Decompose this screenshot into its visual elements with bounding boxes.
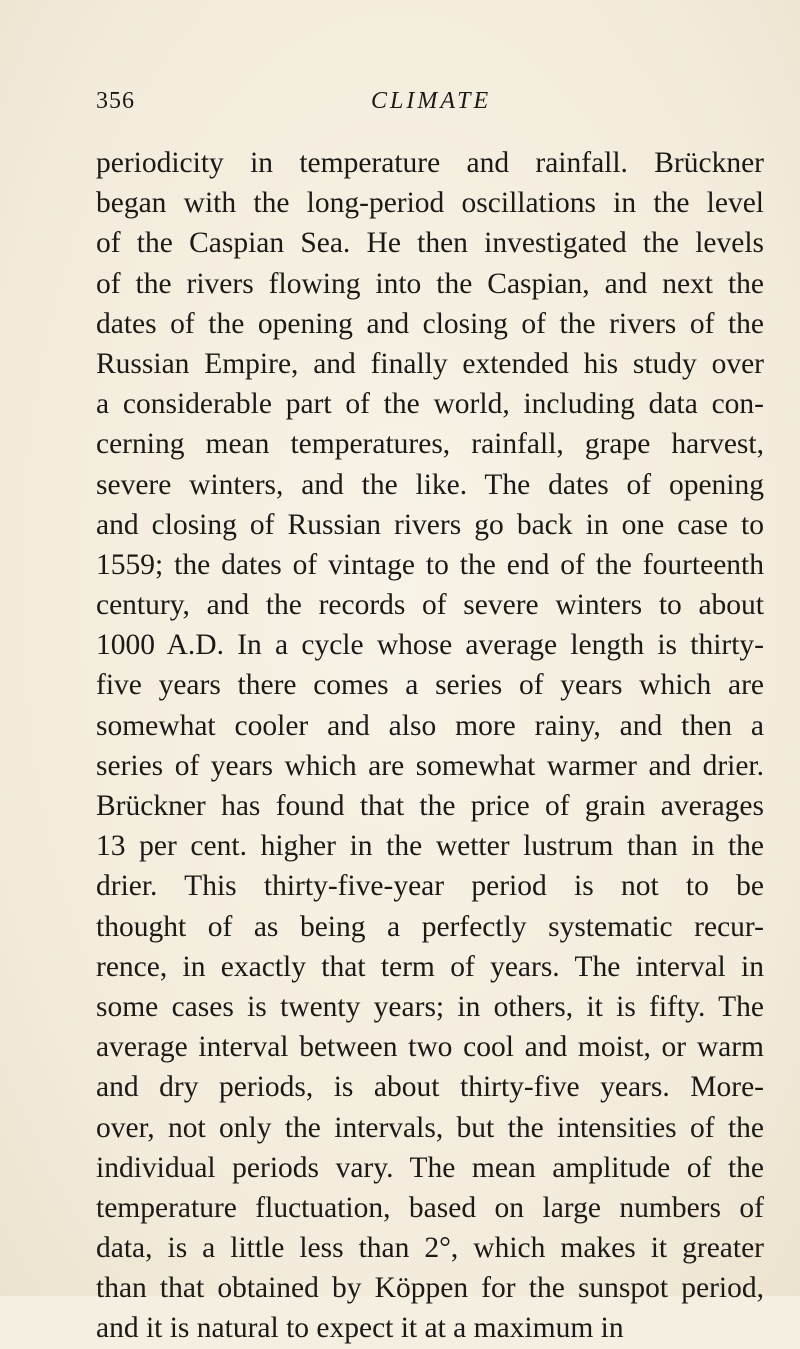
text-line: over, not only the intervals, but the intensities of the	[96, 1111, 764, 1144]
text-line: some cases is twenty years; in others, it is fifty. The	[96, 990, 764, 1023]
text-line: and closing of Russian rivers go back in one case to	[96, 508, 764, 541]
text-line: dates of the opening and closing of the rivers of the	[96, 307, 764, 340]
text-line: than that obtained by Köppen for the sunspot period,	[96, 1272, 764, 1305]
text-line: century, and the records of severe winters to about	[96, 589, 764, 622]
text-line: of the rivers flowing into the Caspian, and next the	[96, 267, 764, 300]
text-line: temperature fluctuation, based on large numbers of	[96, 1191, 764, 1224]
text-line: individual periods vary. The mean amplitude of the	[96, 1151, 764, 1184]
text-line: Brückner has found that the price of grain averages	[96, 790, 764, 822]
text-line: rence, in exactly that term of years. The interval in	[96, 950, 764, 983]
text-line: a considerable part of the world, including data con-	[96, 388, 764, 421]
text-line: periodicity in temperature and rainfall. Brückner	[96, 147, 764, 179]
body-paragraph	[96, 143, 764, 1349]
text-line: 1000 A.D. In a cycle whose average length is thirty-	[96, 629, 764, 662]
text-line: Russian Empire, and finally extended his study over	[96, 347, 764, 380]
text-line: began with the long-period oscillations in the level	[96, 187, 764, 220]
text-line: 1559; the dates of vintage to the end of the fourteenth	[96, 548, 764, 581]
text-line: somewhat cooler and also more rainy, and then a	[96, 709, 764, 742]
text-line: and dry periods, is about thirty-five years. More-	[96, 1071, 764, 1104]
text-line: series of years which are somewhat warmer and drier.	[96, 749, 764, 782]
page-number: 356	[96, 88, 135, 114]
text-line: data, is a little less than 2°, which makes it greater	[96, 1232, 764, 1265]
text-line: five years there comes a series of years which are	[96, 669, 764, 702]
text-line: drier. This thirty-five-year period is not to be	[96, 870, 764, 903]
text-line: of the Caspian Sea. He then investigated the levels	[96, 227, 764, 260]
text-line: cerning mean temperatures, rainfall, grape harvest,	[96, 428, 764, 461]
text-line: severe winters, and the like. The dates of opening	[96, 468, 764, 501]
text-line: average interval between two cool and moist, or warm	[96, 1031, 764, 1064]
text-line: thought of as being a perfectly systematic recur-	[96, 910, 764, 943]
running-head	[96, 88, 746, 122]
text-line: and it is natural to expect it at a maximum in	[96, 1312, 624, 1345]
chapter-title: CLIMATE	[371, 88, 492, 114]
text-line: 13 per cent. higher in the wetter lustrum than in the	[96, 830, 764, 863]
